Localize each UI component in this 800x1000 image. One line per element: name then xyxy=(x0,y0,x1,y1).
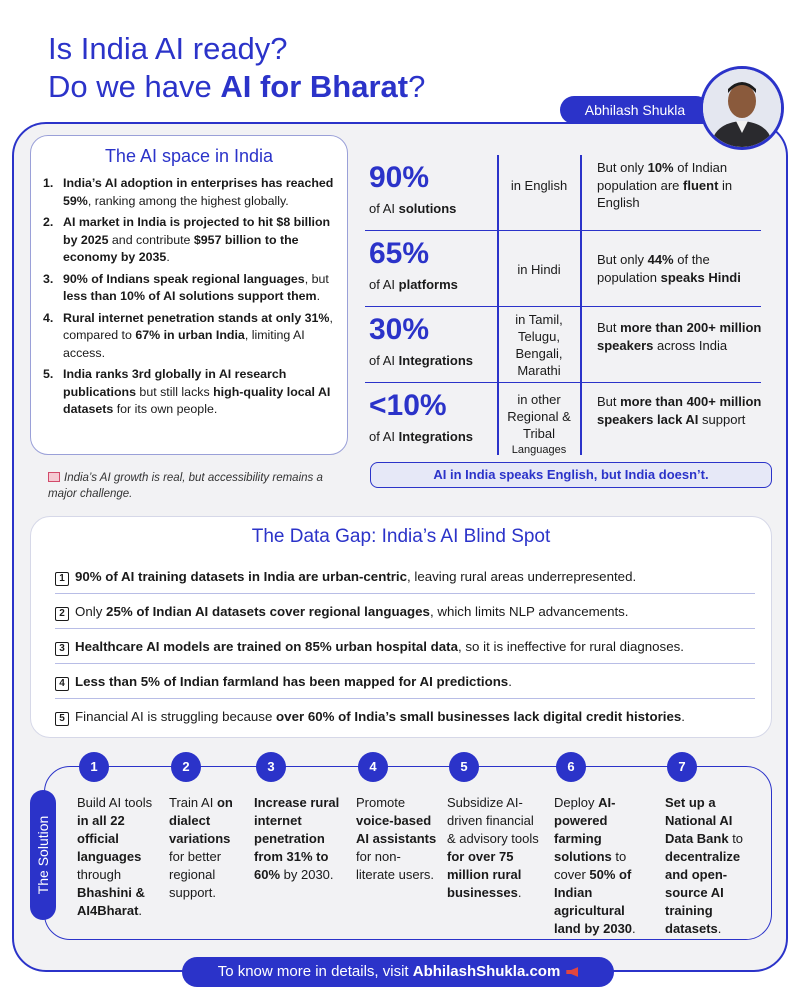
ai-space-item xyxy=(43,214,335,267)
stat-subject xyxy=(369,201,456,216)
stat-language-text: in Hindi xyxy=(517,262,561,277)
solution-step-text xyxy=(356,794,438,884)
solution-label-pill xyxy=(30,790,56,920)
data-gap-item-number: 4 xyxy=(55,677,69,691)
stat-subject-prefix: of AI xyxy=(369,429,399,444)
ai-space-item-text: . xyxy=(166,250,170,264)
stat-percentage: 90% xyxy=(369,161,430,194)
author-name-tag: Abhilash Shukla xyxy=(560,96,710,124)
footer-prefix: To know more in details, visit xyxy=(217,963,413,980)
ai-space-item-number: 3. xyxy=(43,271,54,286)
ai-space-item-bold: Rural internet penetration stands at only 31% xyxy=(63,310,330,325)
data-gap-heading: The Data Gap: India’s AI Blind Spot xyxy=(251,526,551,547)
solution-step-bold: decentralize and open-source AI training datasets xyxy=(665,849,741,936)
ai-space-item xyxy=(43,271,335,306)
stat-percentage: 30% xyxy=(369,313,430,346)
stat-fact-text: But only xyxy=(597,160,648,175)
ai-space-item-text: , limiting AI access. xyxy=(63,328,305,360)
stat-language-text: in Tamil, Telugu, Bengali, Marathi xyxy=(515,312,563,378)
solution-step-text xyxy=(447,794,543,902)
ai-space-item-text: , ranking among the highest globally. xyxy=(87,193,289,208)
stat-percentage: <10% xyxy=(369,389,447,422)
stat-subject-prefix: of AI xyxy=(369,201,399,216)
stat-fact xyxy=(597,393,763,428)
data-gap-item-text: , so it is ineffective for rural diagnoses. xyxy=(458,639,684,654)
stat-row xyxy=(365,155,761,231)
ai-space-item xyxy=(43,175,335,210)
solution-step-text: to xyxy=(728,831,744,846)
person-icon xyxy=(703,69,781,147)
solution-step-bold: for over 75 million rural businesses xyxy=(447,849,522,900)
stat-fact-text: But only xyxy=(597,252,648,267)
stat-fact-bold: speaks Hindi xyxy=(660,269,741,285)
stat-language xyxy=(500,391,578,459)
stat-row xyxy=(365,231,761,307)
ai-space-item-text xyxy=(63,175,335,210)
data-gap-item xyxy=(55,664,755,699)
data-gap-item xyxy=(55,629,755,664)
solution-step-text xyxy=(554,794,650,938)
stat-subject-prefix: of AI xyxy=(369,277,399,292)
stat-fact-text: of the population xyxy=(597,252,710,285)
solution-step-text: to cover xyxy=(554,849,627,882)
solution-step-text: Subsidize AI-driven financial & advisory tools xyxy=(447,795,539,846)
ai-space-item-text xyxy=(63,271,335,306)
stat-subject-bold: Integrations xyxy=(398,429,474,444)
solution-step-text: Train AI xyxy=(169,795,217,810)
data-gap-item xyxy=(55,594,755,629)
data-gap-item-number: 3 xyxy=(55,642,69,656)
stat-subject-bold: platforms xyxy=(398,277,458,292)
stat-fact xyxy=(597,159,763,212)
ai-space-item-number: 4. xyxy=(43,310,54,325)
stat-fact xyxy=(597,251,763,286)
ai-space-item-text: . xyxy=(316,289,321,303)
stat-row xyxy=(365,307,761,383)
ai-space-item-bold: India’s AI adoption in enterprises has reached 59% xyxy=(63,176,334,208)
stat-fact-bold: 10% xyxy=(647,160,674,175)
solution-label: The Solution xyxy=(35,815,51,895)
solution-step-text xyxy=(254,794,346,884)
data-gap-item-text: , leaving rural areas underrepresented. xyxy=(407,569,637,584)
ai-space-note-text: India’s AI growth is real, but accessibility remains a major challenge. xyxy=(48,472,323,500)
stat-fact-bold: fluent xyxy=(683,177,719,193)
ai-space-item-text: for its own people. xyxy=(113,402,218,416)
stat-fact-text: across India xyxy=(653,337,728,353)
ai-space-item xyxy=(43,366,335,419)
stat-row xyxy=(365,383,761,459)
ai-space-item-bold: AI market in India is projected to hit $8 billion by 2025 xyxy=(63,215,331,247)
ai-space-item-bold: 90% of Indians speak regional languages xyxy=(63,271,305,286)
solution-step-text xyxy=(169,794,249,902)
solution-step-text: by 2030. xyxy=(280,867,334,882)
data-gap-item-text: , which limits NLP advancements. xyxy=(429,604,629,619)
solution-step-text: . xyxy=(138,903,143,918)
solution-step-text: . xyxy=(717,921,722,936)
page-title xyxy=(48,30,425,106)
data-gap-item-text: . xyxy=(508,674,512,689)
footer-link-bar[interactable] xyxy=(182,957,614,987)
solution-step-number: 1 xyxy=(79,752,109,782)
ai-space-item-text: but still lacks xyxy=(135,384,214,399)
stat-fact xyxy=(597,319,763,354)
solution-step-text: Promote xyxy=(356,795,406,810)
ai-space-item-text: and contribute xyxy=(108,232,194,247)
stat-subject-bold: Integrations xyxy=(398,353,474,368)
solution-step-text: . xyxy=(632,921,636,936)
data-gap-item-text: Financial AI is struggling because xyxy=(75,709,277,724)
ai-space-item-bold: India ranks 3rd globally in AI research publications xyxy=(63,367,287,399)
data-gap-item-bold: over 60% of India’s small businesses lack digital credit histories xyxy=(276,709,682,724)
stat-percentage: 65% xyxy=(369,237,430,270)
data-gap-item-bold: Less than 5% of Indian farmland has been mapped for AI predictions xyxy=(75,674,509,689)
ai-space-item-bold: $957 billion to the economy by 2035 xyxy=(63,232,299,264)
data-gap-item-text: . xyxy=(681,709,685,724)
ai-space-item-bold: less than 10% of AI solutions support them xyxy=(63,289,317,303)
solution-step-text: Deploy xyxy=(554,795,599,810)
stat-language xyxy=(500,261,578,278)
solution-step-bold: 50% of Indian agricultural land by 2030 xyxy=(554,867,633,936)
footer-link[interactable]: AbhilashShukla.com xyxy=(412,963,561,980)
stat-fact-text: support xyxy=(698,411,746,427)
solution-step-number: 2 xyxy=(171,752,201,782)
ai-space-item-text: , compared to xyxy=(63,310,333,342)
title-line-2-suffix: ? xyxy=(408,69,426,104)
ai-space-item-number: 2. xyxy=(43,215,54,229)
stat-fact-bold: more than 400+ million speakers lack AI xyxy=(597,394,762,427)
chart-down-icon xyxy=(48,472,60,482)
stat-fact-bold: 44% xyxy=(647,252,674,267)
data-gap-item-bold: Healthcare AI models are trained on 85% urban hospital data xyxy=(75,639,459,654)
solution-step-number: 5 xyxy=(449,752,479,782)
stat-subject xyxy=(369,353,473,368)
data-gap-item-number: 1 xyxy=(55,572,69,586)
stat-subject-bold: solutions xyxy=(398,201,457,216)
ai-space-item-number: 1. xyxy=(43,176,54,190)
data-gap-item-text: Only xyxy=(75,604,107,619)
stat-language-small: Languages xyxy=(511,444,567,456)
solution-step-text: . xyxy=(517,885,522,900)
data-gap-item xyxy=(55,699,755,734)
solution-step-text: for better regional support. xyxy=(169,849,222,900)
solution-step-text: through xyxy=(77,867,122,882)
ai-space-item-text xyxy=(63,310,335,363)
stat-subject xyxy=(369,277,458,292)
solution-step-number: 6 xyxy=(556,752,586,782)
solution-step-bold: on dialect variations xyxy=(169,795,233,846)
solution-step-bold: voice-based AI assistants xyxy=(356,813,437,846)
ai-space-item xyxy=(43,310,335,363)
ai-space-item-text xyxy=(63,214,335,267)
solution-step-bold: in all 22 official languages xyxy=(77,813,142,864)
stat-fact-bold: more than 200+ million speakers xyxy=(597,320,762,353)
stat-fact-text: in English xyxy=(597,177,733,210)
ai-space-item-text: , but xyxy=(304,271,329,286)
english-banner: AI in India speaks English, but India doesn’t. xyxy=(370,462,772,488)
solution-step-bold: Increase rural internet penetration from 31% to 60% xyxy=(254,795,340,882)
solution-step-text: for non-literate users. xyxy=(356,849,435,882)
stat-fact-text: But xyxy=(597,320,621,335)
ai-space-item-bold: high-quality local AI datasets xyxy=(63,384,331,416)
data-gap-item xyxy=(55,559,755,594)
solution-step-number: 3 xyxy=(256,752,286,782)
stat-fact-text: But xyxy=(597,394,621,409)
stat-language-text: in other Regional & Tribal xyxy=(507,392,571,441)
solution-step-bold: AI-powered farming solutions xyxy=(554,795,616,864)
solution-step-text xyxy=(665,794,761,938)
solution-step-bold: Set up a National AI Data Bank xyxy=(665,795,733,846)
stat-subject-prefix: of AI xyxy=(369,353,399,368)
data-gap-item-bold: 25% of Indian AI datasets cover regional languages xyxy=(106,604,430,619)
ai-space-list xyxy=(43,175,335,419)
data-gap-item-number: 5 xyxy=(55,712,69,726)
data-gap-item-bold: 90% of AI training datasets in India are urban-centric xyxy=(75,569,408,584)
megaphone-icon xyxy=(566,967,578,977)
solution-step-number: 4 xyxy=(358,752,388,782)
title-line-2-bold: AI for Bharat xyxy=(220,69,409,104)
ai-space-item-number: 5. xyxy=(43,367,54,381)
stat-subject xyxy=(369,429,473,444)
stat-language xyxy=(500,311,578,379)
ai-space-note xyxy=(48,470,338,502)
avatar xyxy=(700,66,784,150)
title-line-2-prefix: Do we have xyxy=(48,69,221,104)
ai-space-item-bold: 67% in urban India xyxy=(135,328,245,342)
solution-step-bold: Bhashini & AI4Bharat xyxy=(77,885,145,918)
stat-language xyxy=(500,177,578,194)
solution-step-text: Build AI tools xyxy=(77,795,153,810)
data-gap-card xyxy=(30,516,772,738)
solution-step-text xyxy=(77,794,159,920)
ai-space-card xyxy=(30,135,348,455)
data-gap-item-number: 2 xyxy=(55,607,69,621)
stat-language-text: in English xyxy=(510,178,568,193)
title-line-2 xyxy=(48,68,425,106)
ai-space-item-text xyxy=(63,366,335,419)
title-line-1: Is India AI ready? xyxy=(48,31,288,66)
stat-fact-text: of Indian population are xyxy=(597,160,728,193)
solution-step-number: 7 xyxy=(667,752,697,782)
ai-space-heading: The AI space in India xyxy=(104,146,274,166)
